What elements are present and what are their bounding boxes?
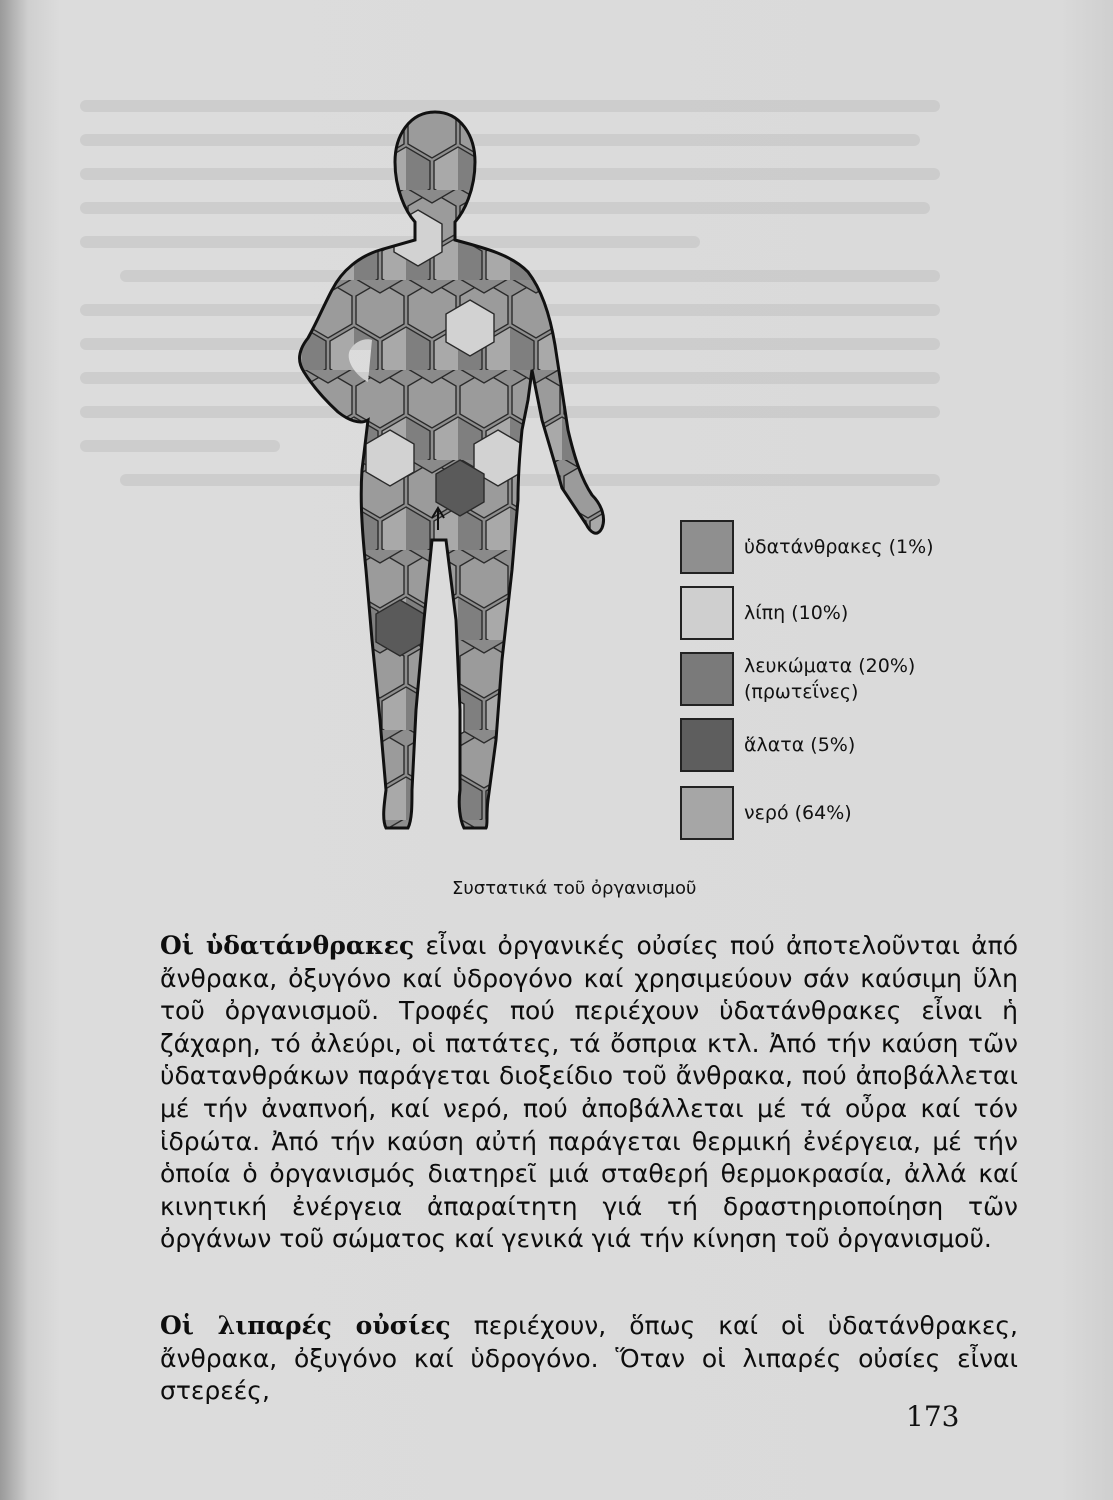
legend-item-fats	[680, 586, 848, 640]
paragraph-carbohydrates	[94, 930, 1018, 1256]
legend-swatch	[680, 652, 734, 706]
paragraph-body: περιέχουν, ὅπως καί οἱ ὑδατάνθρακες, ἄνθρακα, ὀξυγόνο καί ὑδρογόνο. Ὅταν οἱ λιπαρές οὐσίες εἶναι στερεές,	[160, 1311, 1018, 1406]
legend-swatch	[680, 786, 734, 840]
legend-label: ἅλατα (5%)	[744, 734, 856, 756]
legend-label	[744, 653, 915, 705]
legend-label: ὑδατάνθρακες (1%)	[744, 536, 934, 558]
human-silhouette-illustration	[250, 100, 620, 880]
legend-item-salts	[680, 718, 855, 772]
term-carbohydrates: Οἱ ὑδατάνθρακες	[160, 931, 415, 960]
term-fats: Οἱ λιπαρές οὐσίες	[160, 1311, 451, 1340]
legend-swatch	[680, 520, 734, 574]
legend-swatch	[680, 718, 734, 772]
legend-label: νερό (64%)	[744, 802, 852, 824]
legend-label-line1: λευκώματα (20%)	[744, 655, 916, 677]
legend-swatch	[680, 586, 734, 640]
legend-label-line2: (πρωτεΐνες)	[744, 681, 859, 703]
body-composition-figure	[250, 100, 620, 880]
figure-caption: Συστατικά τοῦ ὀργανισμοῦ	[452, 878, 697, 899]
legend-item-water	[680, 786, 852, 840]
legend-item-carbohydrates	[680, 520, 934, 574]
paragraph-body: εἶναι ὀργανικές οὐσίες πού ἀποτελοῦνται ἀπό ἄνθρακα, ὀξυγόνο καί ὑδρογόνο καί χρησιμεύουν σάν καύσιμη ὕλη τοῦ ὀργανισμοῦ. Τροφές πού περιέχουν ὑδατάνθρακες εἶναι ἡ ζάχαρη, τό ἀλεύρι, οἱ πατάτες, τά ὄσπρια κτλ. Ἀπό τήν καύση τῶν ὑδατανθράκων παράγεται διοξείδιο τοῦ ἄνθρακα, πού ἀποβάλλεται μέ τήν ἀναπνοή, καί νερό, πού ἀποβάλλεται μέ τά οὖρα καί τόν ἱδρώτα. Ἀπό τήν καύση αὐτή παράγεται θερμική ἐνέργεια, μέ τήν ὁποία ὁ ὀργανισμός διατηρεῖ μιά σταθερή θερμοκρασία, ἀλλά καί κινητική ἐνέργεια ἀπαραίτητη γιά τή δραστηριοποίηση τῶν ὀργάνων τοῦ σώματος καί γενικά γιά τήν κίνηση τοῦ ὀργανισμοῦ.	[160, 931, 1018, 1254]
legend-label: λίπη (10%)	[744, 602, 849, 624]
legend-item-proteins	[680, 652, 915, 706]
page-number: 173	[906, 1400, 960, 1433]
paragraph-fats	[94, 1310, 1018, 1408]
